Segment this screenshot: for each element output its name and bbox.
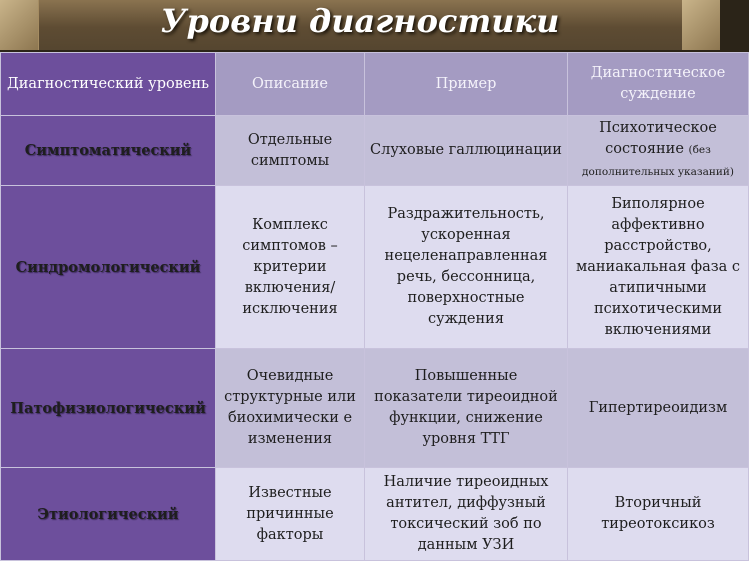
table-row — [1, 186, 749, 349]
row-judgement: Гипертиреоидизм — [568, 349, 749, 468]
row-example: Раздражительность, ускоренная нецеленаправленная речь, бессонница, поверхностные суждения — [365, 186, 568, 349]
row-example: Наличие тиреоидных антител, диффузный токсический зоб по данным УЗИ — [365, 468, 568, 561]
row-description: Отдельные симптомы — [216, 116, 365, 186]
row-example: Повышенные показатели тиреоидной функции, снижение уровня ТТГ — [365, 349, 568, 468]
header-level: Диагностический уровень — [1, 53, 216, 116]
table-row — [1, 116, 749, 186]
row-level: Этиологический — [1, 468, 216, 561]
table-row — [1, 349, 749, 468]
header-example: Пример — [365, 53, 568, 116]
row-description: Комплекс симптомов – критерии включения/ исключения — [216, 186, 365, 349]
row-level: Патофизиологический — [1, 349, 216, 468]
row-level: Симптоматический — [1, 116, 216, 186]
header-description: Описание — [216, 53, 365, 116]
row-example: Слуховые галлюцинации — [365, 116, 568, 186]
row-judgement: Вторичный тиреотоксикоз — [568, 468, 749, 561]
row-description: Известные причинные факторы — [216, 468, 365, 561]
row-judgement: Биполярное аффективно расстройство, маниакальная фаза с атипичными психотическими включениями — [568, 186, 749, 349]
row-level: Синдромологический — [1, 186, 216, 349]
row-judgement-note: (без дополнительных указаний) — [582, 144, 734, 178]
row-judgement-cell — [568, 116, 749, 186]
table-header-row — [1, 53, 749, 116]
header-judgement: Диагностическое суждение — [568, 53, 749, 116]
diagnostics-table — [0, 52, 749, 561]
row-judgement: Психотическое состояние — [599, 120, 717, 157]
row-description: Очевидные структурные или биохимически е изменения — [216, 349, 365, 468]
table-row — [1, 468, 749, 561]
slide-title: Уровни диагностики — [160, 2, 560, 40]
